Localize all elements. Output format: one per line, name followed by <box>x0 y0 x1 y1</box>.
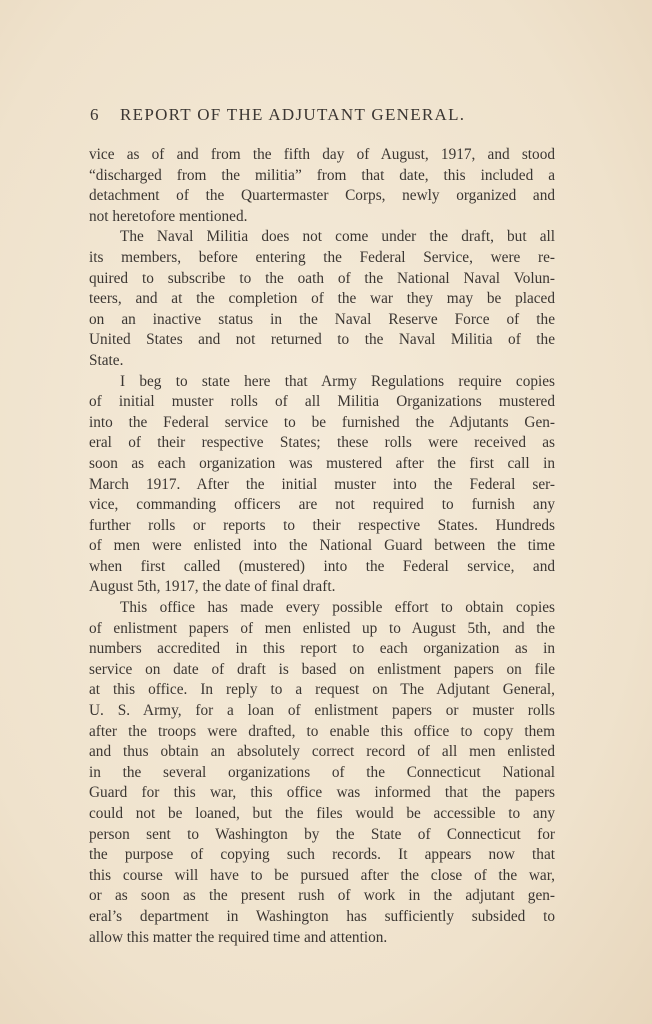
text-line: on an inactive status in the Naval Reserve Force of the <box>89 310 555 328</box>
text-line: service on date of draft is based on enlistment papers on file <box>89 660 555 678</box>
text-line: of enlistment papers of men enlisted up to August 5th, and the <box>89 619 555 637</box>
text-line: eral’s department in Washington has sufficiently subsided to <box>89 907 555 925</box>
text-line: allow this matter the required time and attention. <box>89 928 388 946</box>
text-line: when first called (mustered) into the Federal service, and <box>89 557 555 575</box>
text-line: into the Federal service to be furnished the Adjutants Gen- <box>89 413 555 431</box>
text-line: United States and not returned to the Naval Militia of the <box>89 331 555 349</box>
paragraph <box>89 598 555 948</box>
text-line: of men were enlisted into the National Guard between the time <box>89 537 555 555</box>
text-line: Guard for this war, this office was informed that the papers <box>89 784 555 802</box>
text-line: vice, commanding officers are not required to furnish any <box>89 496 555 514</box>
text-line: its members, before entering the Federal Service, were re- <box>89 248 555 266</box>
text-line: State. <box>89 351 124 369</box>
text-line: August 5th, 1917, the date of final draft. <box>89 578 336 596</box>
text-line: soon as each organization was mustered after the first call in <box>89 454 555 472</box>
text-line: after the troops were drafted, to enable this office to copy them <box>89 722 555 740</box>
text-line: eral of their respective States; these rolls were received as <box>89 434 555 452</box>
page-header <box>90 105 560 125</box>
page-number: 6 <box>90 105 100 124</box>
text-line: not heretofore mentioned. <box>89 207 248 225</box>
paragraph <box>89 227 555 371</box>
text-line: U. S. Army, for a loan of enlistment papers or muster rolls <box>89 702 555 720</box>
text-line: numbers accredited in this report to each organization as in <box>89 640 555 658</box>
text-line: further rolls or reports to their respective States. Hundreds <box>89 516 555 534</box>
text-line: in the several organizations of the Connecticut National <box>89 763 555 781</box>
text-line: this course will have to be pursued after the close of the war, <box>89 866 555 884</box>
text-line: teers, and at the completion of the war they may be placed <box>89 290 555 308</box>
text-line: quired to subscribe to the oath of the National Naval Volun- <box>89 269 555 287</box>
text-line: could not be loaned, but the files would be accessible to any <box>89 805 555 822</box>
text-line: March 1917. After the initial muster into the Federal ser- <box>89 475 555 493</box>
text-line: This office has made every possible effort to obtain copies <box>120 599 555 617</box>
paragraph <box>89 372 555 599</box>
text-line: “discharged from the militia” from that date, this included a <box>89 166 555 184</box>
text-line: detachment of the Quartermaster Corps, newly organized and <box>89 187 555 205</box>
text-line: The Naval Militia does not come under the draft, but all <box>120 228 555 246</box>
text-line: and thus obtain an absolutely correct record of all men enlisted <box>89 743 555 761</box>
paragraph <box>89 145 555 227</box>
text-line: I beg to state here that Army Regulations require copies <box>120 372 555 390</box>
text-line: or as soon as the present rush of work in the adjutant gen- <box>89 887 555 905</box>
text-line: the purpose of copying such records. It appears now that <box>89 846 555 864</box>
body-text <box>89 145 555 948</box>
text-line: person sent to Washington by the State of Connecticut for <box>89 825 555 843</box>
running-head: REPORT OF THE ADJUTANT GENERAL. <box>120 105 466 124</box>
text-line: vice as of and from the fifth day of August, 1917, and stood <box>89 146 555 163</box>
text-line: at this office. In reply to a request on The Adjutant General, <box>89 681 555 699</box>
text-line: of initial muster rolls of all Militia Organizations mustered <box>89 393 555 411</box>
